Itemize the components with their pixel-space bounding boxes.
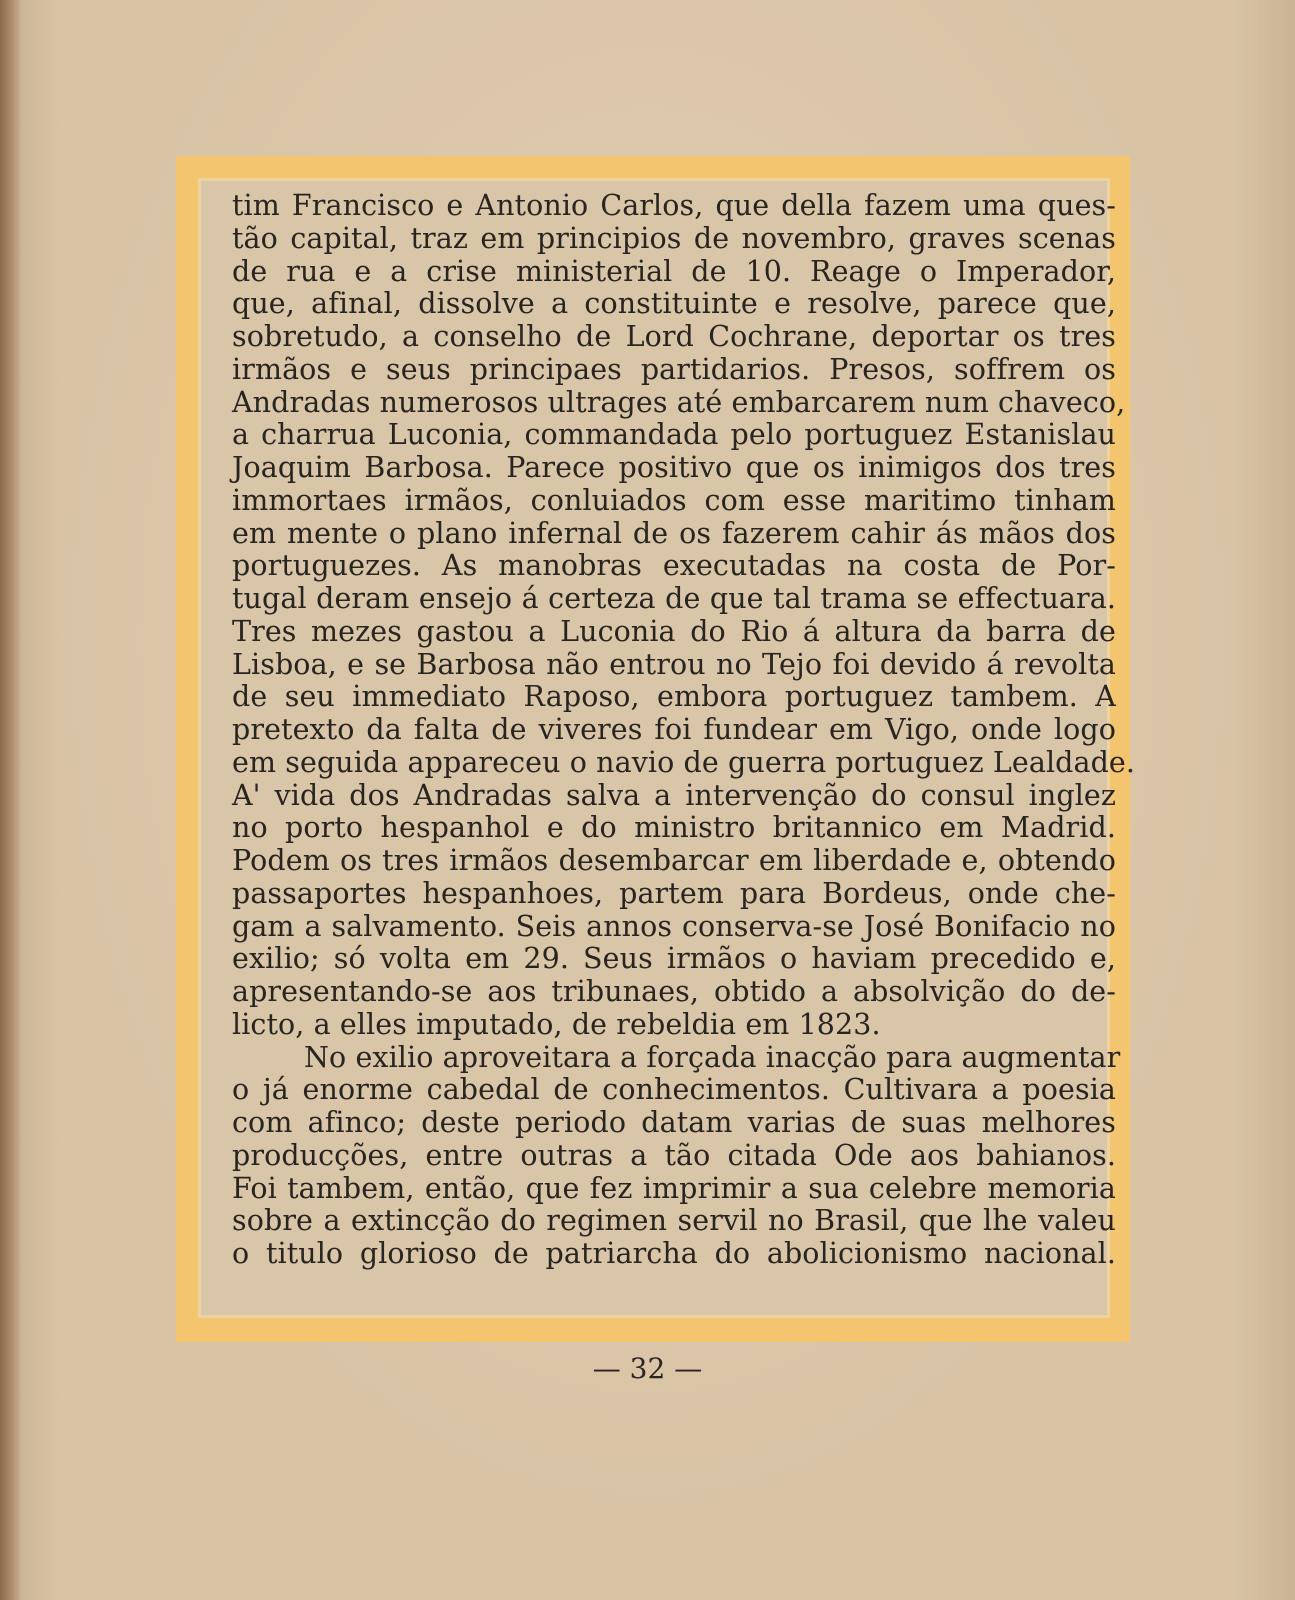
text-line: Joaquim Barbosa. Parece positivo que os inimigos dos tres <box>232 451 1116 484</box>
text-line: com afinco; deste periodo datam varias de suas melhores <box>232 1106 1116 1139</box>
text-line: gam a salvamento. Seis annos conserva-se José Bonifacio no <box>232 909 1116 943</box>
body-text <box>232 189 1136 1271</box>
text-line: pretexto da falta de viveres foi fundear em Vigo, onde logo <box>232 713 1116 746</box>
text-line: o titulo glorioso de patriarcha do abolicionismo nacional. <box>232 1237 1116 1270</box>
text-line: o já enorme cabedal de conhecimentos. Cultivara a poesia <box>232 1073 1116 1107</box>
page-number: — 32 — <box>592 1352 703 1385</box>
text-line: immortaes irmãos, conluiados com esse maritimo tinham <box>232 483 1116 517</box>
text-line: Tres mezes gastou a Luconia do Rio á altura da barra de <box>232 614 1116 648</box>
text-line: Foi tambem, então, que fez imprimir a sua celebre memoria <box>232 1171 1116 1205</box>
text-line: portuguezes. As manobras executadas na costa de Por- <box>232 549 1116 583</box>
text-line: Lisboa, e se Barbosa não entrou no Tejo foi devido á revolta <box>232 647 1116 681</box>
text-line: exilio; só volta em 29. Seus irmãos o haviam precedido e, <box>232 942 1116 976</box>
text-line: apresentando-se aos tribunaes, obtido a absolvição do de- <box>232 975 1116 1008</box>
text-line: irmãos e seus principaes partidarios. Presos, soffrem os <box>232 352 1116 386</box>
text-line: Podem os tres irmãos desembarcar em liberdade e, obtendo <box>232 844 1116 877</box>
text-line: sobretudo, a conselho de Lord Cochrane, deportar os tres <box>232 320 1116 353</box>
text-line: de seu immediato Raposo, embora portuguez tambem. A <box>232 680 1116 714</box>
text-line: tugal deram ensejo á certeza de que tal trama se effectuara. <box>232 582 1116 615</box>
text-line: em mente o plano infernal de os fazerem cahir ás mãos dos <box>232 516 1116 550</box>
text-line: em seguida appareceu o navio de guerra portuguez Lealdade. <box>232 745 1136 779</box>
text-line: licto, a elles imputado, de rebeldia em 1823. <box>232 1007 881 1041</box>
text-line: Andradas numerosos ultrages até embarcarem num chaveco, <box>232 385 1126 419</box>
text-line: passaportes hespanhoes, partem para Bordeus, onde che- <box>232 876 1116 910</box>
text-line: No exilio aproveitara a forçada inacção para augmentar <box>304 1040 1121 1074</box>
text-line: A' vida dos Andradas salva a intervenção do consul inglez <box>232 778 1116 812</box>
text-line: a charrua Luconia, commandada pelo portuguez Estanislau <box>232 418 1116 452</box>
text-line: producções, entre outras a tão citada Ode aos bahianos. <box>232 1138 1116 1172</box>
text-line: de rua e a crise ministerial de 10. Reage o Imperador, <box>232 254 1116 288</box>
text-line: sobre a extincção do regimen servil no Brasil, que lhe valeu <box>232 1204 1116 1238</box>
text-line: que, afinal, dissolve a constituinte e resolve, parece que, <box>232 287 1116 321</box>
text-line: tim Francisco e Antonio Carlos, que della fazem uma ques- <box>232 189 1116 222</box>
text-line: no porto hespanhol e do ministro britannico em Madrid. <box>232 811 1116 845</box>
text-line: tão capital, traz em principios de novembro, graves scenas <box>232 221 1116 255</box>
